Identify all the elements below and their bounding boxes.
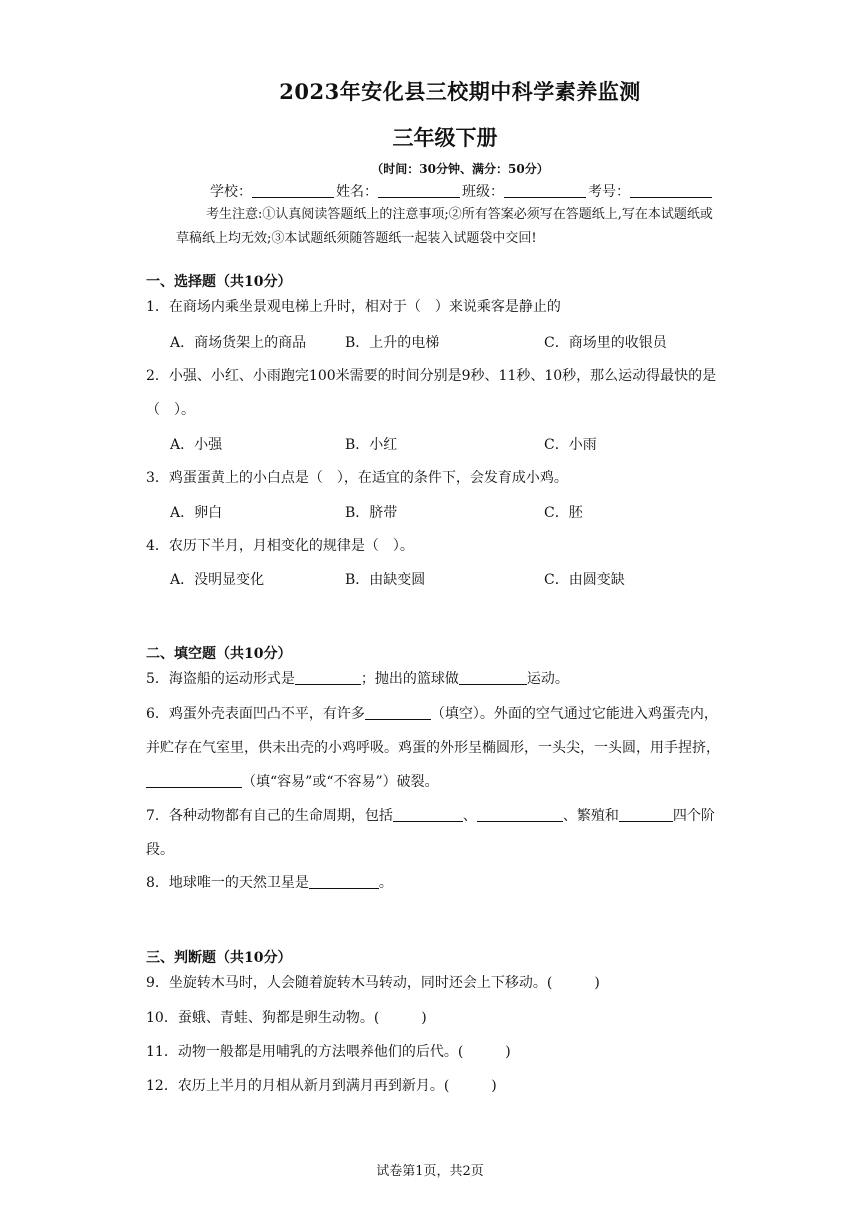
question-6-text: 6．鸡蛋外壳表面凹凸不平，有许多 — [146, 706, 365, 722]
number-blank — [630, 183, 712, 198]
option-c: C．小雨 — [544, 437, 597, 453]
question-7 — [146, 799, 720, 867]
number-label: 考号： — [588, 184, 630, 200]
school-blank — [252, 183, 334, 198]
question-12: 12．农历上半月的月相从新月到满月再到新月。( ) — [146, 1078, 497, 1094]
answer-blank[interactable] — [295, 670, 361, 685]
answer-blank[interactable] — [619, 807, 673, 822]
section-judge-heading: 三、判断题（共10分） — [146, 950, 292, 966]
question-7-text: 、繁殖和 — [562, 808, 619, 824]
question-4: 4．农历下半月，月相变化的规律是（ ）。 — [146, 538, 414, 554]
question-5 — [146, 662, 720, 696]
question-5-text: 运动。 — [526, 671, 569, 687]
question-7-text: 、 — [462, 808, 477, 824]
option-a: A．没明显变化 — [170, 572, 265, 588]
school-label: 学校： — [210, 184, 252, 200]
option-a: A．卵白 — [170, 505, 223, 521]
question-7-text: 7．各种动物都有自己的生命周期，包括 — [146, 808, 393, 824]
answer-blank[interactable] — [146, 773, 242, 788]
option-a: A．商场货架上的商品 — [170, 335, 307, 351]
answer-blank[interactable] — [459, 670, 527, 685]
question-7-text: 四个阶段。 — [146, 808, 715, 858]
page-title: 2023年安化县三校期中科学素养监测 — [279, 79, 641, 104]
section-fill-heading: 二、填空题（共10分） — [146, 646, 292, 662]
student-info-line — [210, 181, 714, 201]
name-blank — [378, 183, 460, 198]
class-label: 班级： — [462, 184, 504, 200]
class-blank — [504, 183, 586, 198]
answer-blank[interactable] — [309, 874, 379, 889]
question-2: 2．小强、小红、小雨跑完100米需要的时间分别是9秒、11秒、10秒，那么运动得最快的是（ ）。 — [146, 368, 717, 418]
name-label: 姓名： — [336, 184, 378, 200]
option-b: B．由缺变圆 — [345, 572, 426, 588]
question-8 — [146, 866, 720, 900]
question-6 — [146, 697, 720, 799]
question-3: 3．鸡蛋蛋黄上的小白点是（ ），在适宜的条件下，会发育成小鸡。 — [146, 470, 568, 486]
question-1: 1．在商场内乘坐景观电梯上升时，相对于（ ）来说乘客是静止的 — [146, 299, 561, 315]
question-6-text: （填空）。外面的空气通过它能进入鸡蛋壳内，并贮存在气室里，供未出壳的小鸡呼吸。鸡蛋的外形呈椭圆形，一头尖，一头圆，用手捏挤， — [146, 706, 720, 756]
answer-blank[interactable] — [477, 807, 563, 822]
option-c: C．由圆变缺 — [544, 572, 625, 588]
option-a: A．小强 — [170, 437, 223, 453]
time-info: （时间：30分钟、满分：50分） — [371, 162, 549, 176]
option-c: C．商场里的收银员 — [544, 335, 667, 351]
question-5-text: ；抛出的篮球做 — [360, 671, 459, 687]
question-9: 9．坐旋转木马时，人会随着旋转木马转动，同时还会上下移动。( ) — [146, 975, 600, 991]
option-c: C．胚 — [544, 505, 583, 521]
question-5-text: 5．海盗船的运动形式是 — [146, 671, 295, 687]
answer-blank[interactable] — [393, 807, 463, 822]
answer-blank[interactable] — [365, 705, 431, 720]
question-11: 11．动物一般都是用哺乳的方法喂养他们的后代。( ) — [146, 1044, 511, 1060]
option-b: B．小红 — [345, 437, 398, 453]
option-b: B．脐带 — [345, 505, 398, 521]
question-8-text: 。 — [378, 875, 393, 891]
question-6-text: （填“容易”或“不容易”）破裂。 — [242, 774, 439, 790]
question-8-text: 8．地球唯一的天然卫星是 — [146, 875, 309, 891]
page-footer: 试卷第1页，共2页 — [376, 1164, 484, 1179]
page-subtitle: 三年级下册 — [392, 125, 498, 150]
option-b: B．上升的电梯 — [345, 335, 440, 351]
exam-notice: 考生注意:①认真阅读答题纸上的注意事项;②所有答案必须写在答题纸上,写在本试题纸或草稿纸上均无效;③本试题纸须随答题纸一起装入试题袋中交回! — [176, 207, 713, 246]
question-10: 10．蚕蛾、青蛙、狗都是卵生动物。( ) — [146, 1010, 427, 1026]
section-choice-heading: 一、选择题（共10分） — [146, 274, 292, 290]
